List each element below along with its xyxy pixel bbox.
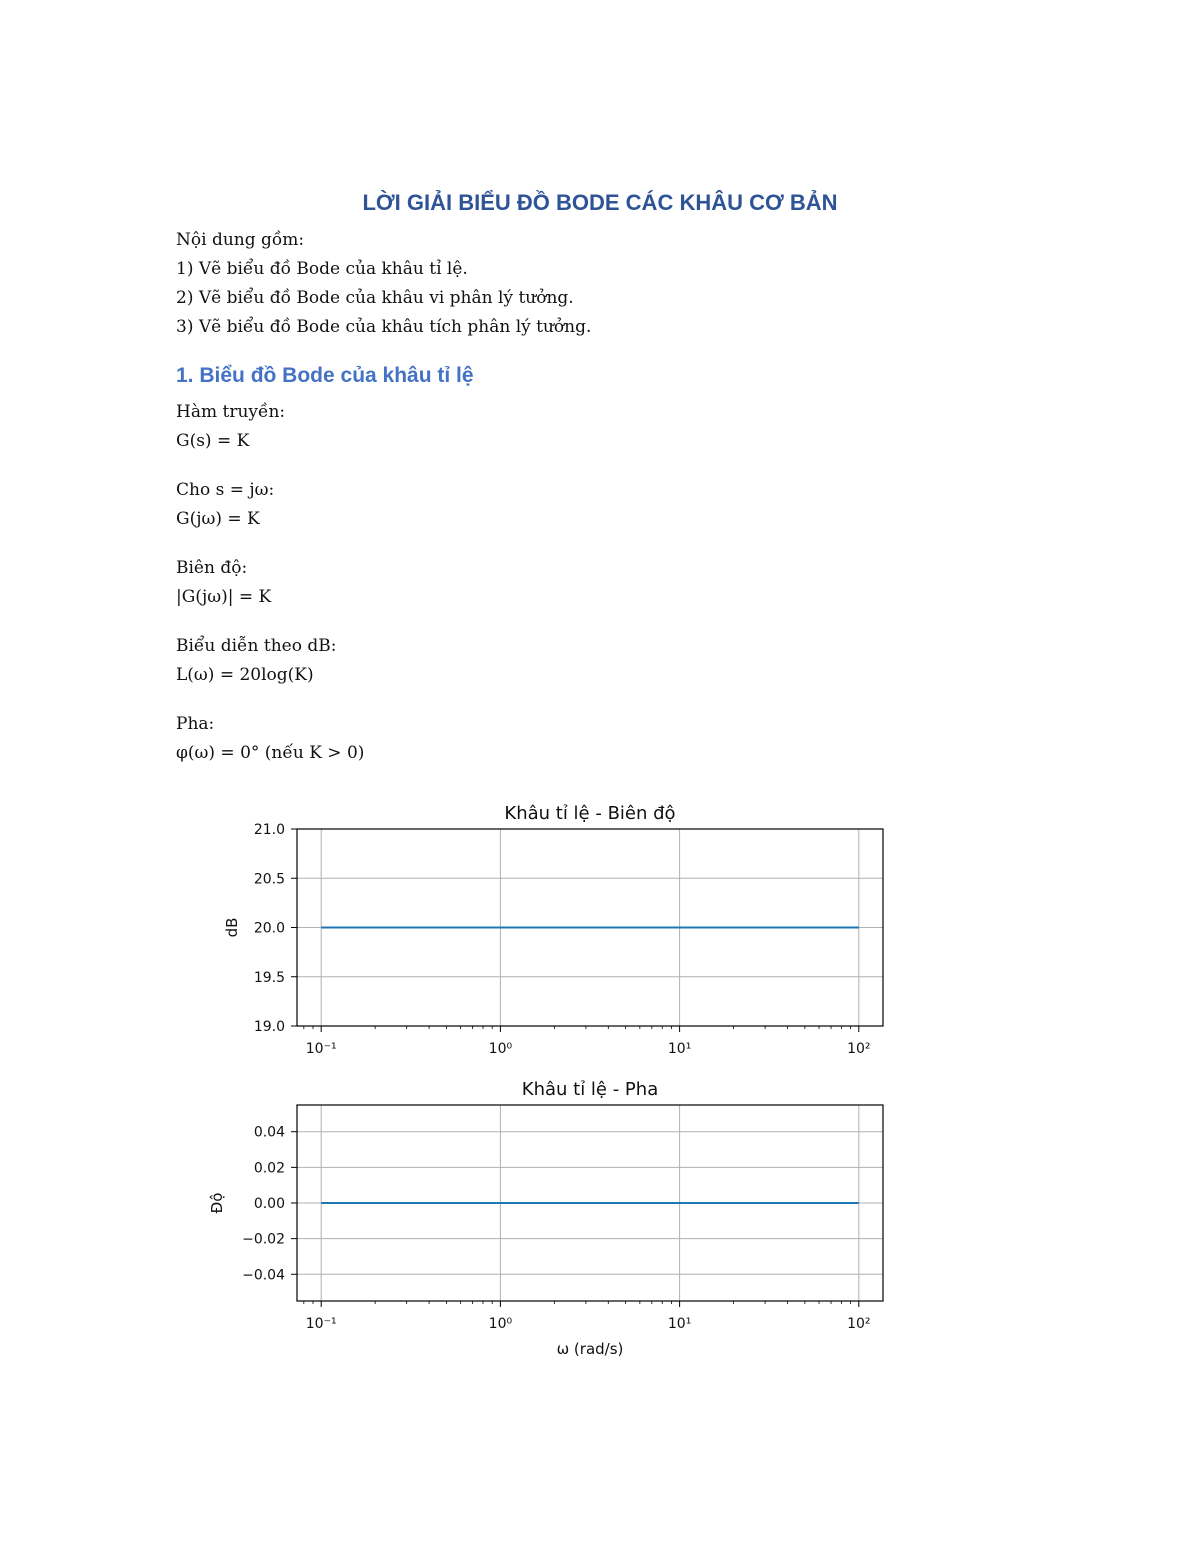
phase-equation: φ(ω) = 0° (nếu K > 0) (176, 743, 365, 763)
chart-2-x-tick-label: 10⁻¹ (305, 1316, 337, 1332)
chart-2-x-axis-label: ω (rad/s) (556, 1340, 624, 1358)
chart-1-x-tick-label: 10⁰ (488, 1041, 513, 1057)
phase-label: Pha: (176, 714, 215, 734)
bode-figure (0, 780, 1200, 1380)
intro-item-2: 2) Vẽ biểu đồ Bode của khâu vi phân lý tưởng. (176, 288, 574, 308)
transfer-label: Hàm truyền: (176, 402, 286, 422)
chart-1-title: Khâu tỉ lệ - Biên độ (504, 803, 676, 824)
chart-2-y-tick-label: 0.02 (253, 1160, 285, 1177)
chart-2-x-tick-label: 10¹ (667, 1316, 692, 1332)
chart-2-y-tick-label: 0.00 (253, 1196, 285, 1212)
decibel-label: Biểu diễn theo dB: (176, 636, 337, 656)
chart-1-y-tick-label: 19.0 (253, 1019, 285, 1035)
chart-2-y-axis-label: Độ (208, 1192, 226, 1214)
decibel-equation: L(ω) = 20log(K) (176, 665, 314, 685)
substitution-label: Cho s = jω: (176, 480, 275, 500)
magnitude-label: Biên độ: (176, 558, 248, 578)
chart-1-y-tick-label: 21.0 (253, 822, 285, 838)
chart-2-y-tick-label: −0.04 (242, 1267, 285, 1284)
chart-2-y-tick-label: −0.02 (242, 1231, 285, 1248)
document-title: LỜI GIẢI BIỂU ĐỒ BODE CÁC KHÂU CƠ BẢN (362, 190, 838, 215)
section-1-heading: 1. Biểu đồ Bode của khâu tỉ lệ (176, 364, 474, 387)
chart-1-y-axis-label: dB (223, 917, 241, 938)
transfer-equation: G(s) = K (176, 431, 250, 451)
intro-heading: Nội dung gồm: (176, 230, 305, 250)
intro-item-1: 1) Vẽ biểu đồ Bode của khâu tỉ lệ. (176, 259, 468, 279)
chart-2-x-tick-label: 10⁰ (488, 1316, 513, 1332)
intro-item-3: 3) Vẽ biểu đồ Bode của khâu tích phân lý tưởng. (176, 317, 592, 337)
chart-2-x-tick-label: 10² (847, 1316, 871, 1332)
chart-1-y-tick-label: 19.5 (253, 969, 285, 986)
chart-2-y-tick-label: 0.04 (253, 1124, 285, 1141)
chart-1-y-tick-label: 20.5 (253, 871, 285, 888)
chart-1-x-tick-label: 10¹ (667, 1041, 692, 1057)
chart-1-x-tick-label: 10⁻¹ (305, 1041, 337, 1057)
chart-1-x-tick-label: 10² (847, 1041, 871, 1057)
substitution-equation: G(jω) = K (176, 509, 260, 529)
chart-1-y-tick-label: 20.0 (253, 920, 285, 937)
chart-2-title: Khâu tỉ lệ - Pha (521, 1079, 659, 1100)
magnitude-equation: |G(jω)| = K (176, 587, 272, 607)
